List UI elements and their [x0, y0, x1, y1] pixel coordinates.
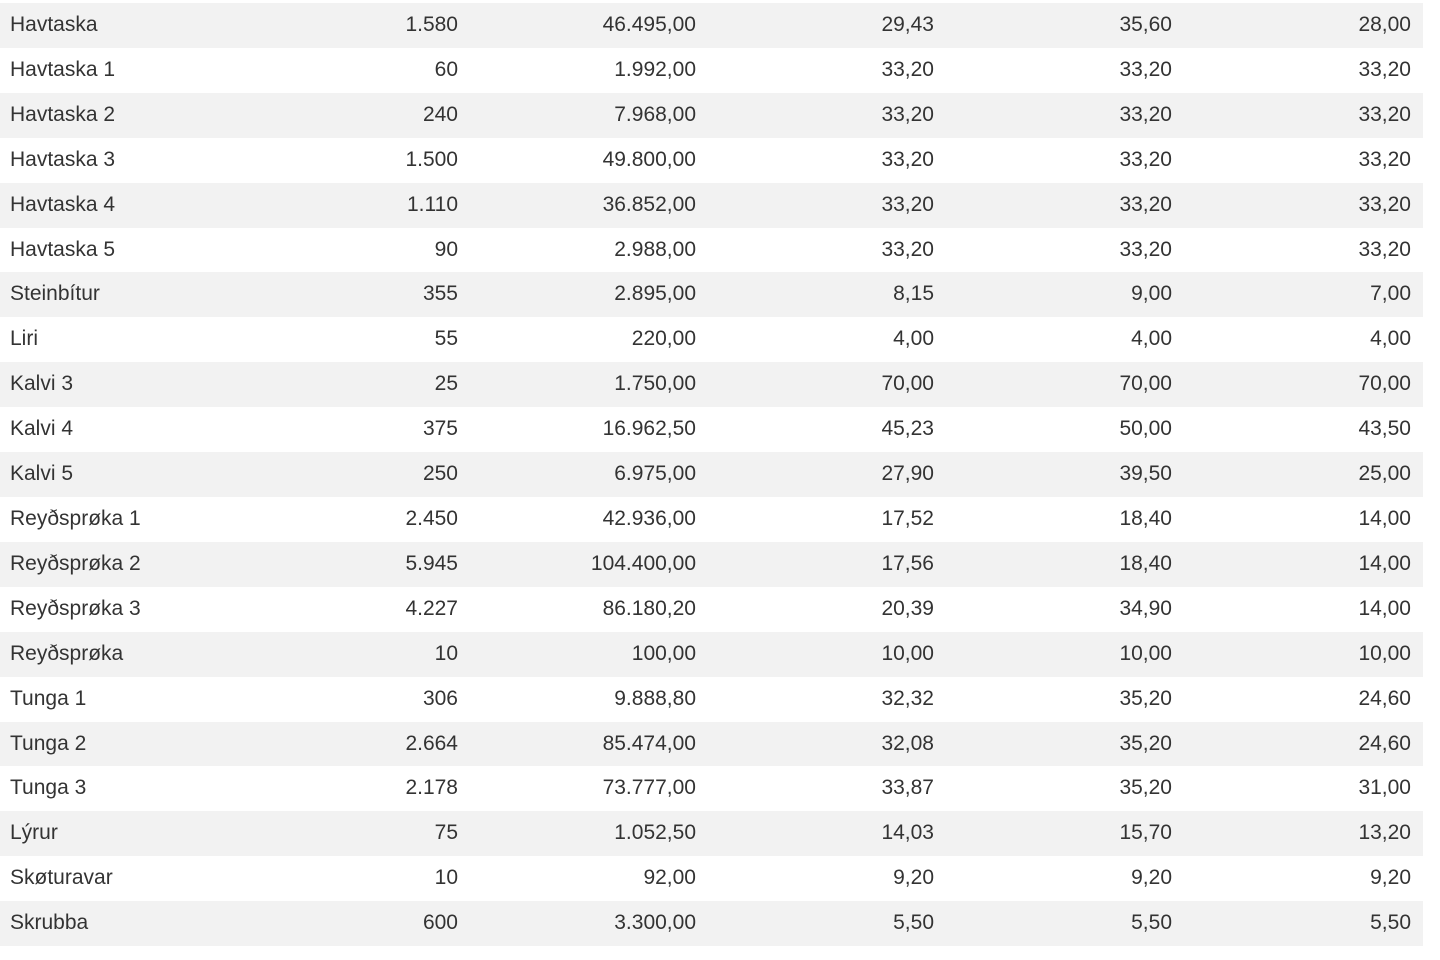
- max-price-cell: 5,50: [946, 901, 1184, 946]
- value-cell: 46.495,00: [470, 3, 708, 48]
- table-row: [0, 497, 1423, 542]
- value-cell: 220,00: [470, 317, 708, 362]
- min-price-cell: 5,50: [1184, 901, 1423, 946]
- value-cell: 73.777,00: [470, 766, 708, 811]
- max-price-cell: 33,20: [946, 93, 1184, 138]
- max-price-cell: 33,20: [946, 138, 1184, 183]
- max-price-cell: 35,20: [946, 677, 1184, 722]
- table-row: [0, 677, 1423, 722]
- table-row: [0, 452, 1423, 497]
- species-name-cell: Havtaska 4: [0, 183, 300, 228]
- species-name-cell: Reyðsprøka 3: [0, 587, 300, 632]
- value-cell: 42.936,00: [470, 497, 708, 542]
- table-row: [0, 228, 1423, 273]
- species-name-cell: Kalvi 4: [0, 407, 300, 452]
- value-cell: 1.992,00: [470, 48, 708, 93]
- max-price-cell: 35,20: [946, 766, 1184, 811]
- max-price-cell: 35,60: [946, 3, 1184, 48]
- value-cell: 100,00: [470, 632, 708, 677]
- species-name-cell: Lýrur: [0, 811, 300, 856]
- average-price-cell: 14,03: [708, 811, 946, 856]
- species-name-cell: Kalvi 5: [0, 452, 300, 497]
- quantity-cell: 25: [300, 362, 470, 407]
- quantity-cell: 600: [300, 901, 470, 946]
- average-price-cell: 9,20: [708, 856, 946, 901]
- table-row: [0, 48, 1423, 93]
- average-price-cell: 8,15: [708, 272, 946, 317]
- quantity-cell: 2.450: [300, 497, 470, 542]
- species-name-cell: Tunga 1: [0, 677, 300, 722]
- species-name-cell: Havtaska 5: [0, 228, 300, 273]
- quantity-cell: 306: [300, 677, 470, 722]
- quantity-cell: 375: [300, 407, 470, 452]
- min-price-cell: 25,00: [1184, 452, 1423, 497]
- value-cell: 9.888,80: [470, 677, 708, 722]
- table-row: [0, 272, 1423, 317]
- average-price-cell: 33,20: [708, 93, 946, 138]
- max-price-cell: 33,20: [946, 228, 1184, 273]
- average-price-cell: 10,00: [708, 632, 946, 677]
- max-price-cell: 70,00: [946, 362, 1184, 407]
- min-price-cell: 10,00: [1184, 632, 1423, 677]
- table-row: [0, 632, 1423, 677]
- quantity-cell: 1.580: [300, 3, 470, 48]
- species-name-cell: Havtaska 3: [0, 138, 300, 183]
- value-cell: 7.968,00: [470, 93, 708, 138]
- table-row: [0, 766, 1423, 811]
- max-price-cell: 4,00: [946, 317, 1184, 362]
- price-table-container: [0, 3, 1423, 946]
- value-cell: 16.962,50: [470, 407, 708, 452]
- min-price-cell: 28,00: [1184, 3, 1423, 48]
- average-price-cell: 20,39: [708, 587, 946, 632]
- quantity-cell: 4.227: [300, 587, 470, 632]
- max-price-cell: 10,00: [946, 632, 1184, 677]
- min-price-cell: 9,20: [1184, 856, 1423, 901]
- table-row: [0, 856, 1423, 901]
- value-cell: 1.750,00: [470, 362, 708, 407]
- average-price-cell: 27,90: [708, 452, 946, 497]
- table-row: [0, 362, 1423, 407]
- quantity-cell: 10: [300, 632, 470, 677]
- min-price-cell: 31,00: [1184, 766, 1423, 811]
- min-price-cell: 70,00: [1184, 362, 1423, 407]
- species-name-cell: Kalvi 3: [0, 362, 300, 407]
- min-price-cell: 24,60: [1184, 722, 1423, 767]
- species-name-cell: Steinbítur: [0, 272, 300, 317]
- quantity-cell: 240: [300, 93, 470, 138]
- max-price-cell: 9,20: [946, 856, 1184, 901]
- min-price-cell: 14,00: [1184, 542, 1423, 587]
- average-price-cell: 33,20: [708, 48, 946, 93]
- species-name-cell: Havtaska 1: [0, 48, 300, 93]
- max-price-cell: 18,40: [946, 497, 1184, 542]
- max-price-cell: 33,20: [946, 48, 1184, 93]
- table-row: [0, 811, 1423, 856]
- max-price-cell: 35,20: [946, 722, 1184, 767]
- min-price-cell: 4,00: [1184, 317, 1423, 362]
- species-name-cell: Reyðsprøka: [0, 632, 300, 677]
- average-price-cell: 33,20: [708, 183, 946, 228]
- min-price-cell: 14,00: [1184, 497, 1423, 542]
- average-price-cell: 29,43: [708, 3, 946, 48]
- max-price-cell: 9,00: [946, 272, 1184, 317]
- average-price-cell: 17,52: [708, 497, 946, 542]
- table-row: [0, 3, 1423, 48]
- quantity-cell: 75: [300, 811, 470, 856]
- species-name-cell: Tunga 3: [0, 766, 300, 811]
- average-price-cell: 45,23: [708, 407, 946, 452]
- quantity-cell: 5.945: [300, 542, 470, 587]
- quantity-cell: 2.178: [300, 766, 470, 811]
- value-cell: 3.300,00: [470, 901, 708, 946]
- species-name-cell: Havtaska: [0, 3, 300, 48]
- table-row: [0, 587, 1423, 632]
- price-table: [0, 3, 1423, 946]
- species-name-cell: Reyðsprøka 2: [0, 542, 300, 587]
- average-price-cell: 33,20: [708, 228, 946, 273]
- species-name-cell: Skøturavar: [0, 856, 300, 901]
- value-cell: 86.180,20: [470, 587, 708, 632]
- min-price-cell: 33,20: [1184, 48, 1423, 93]
- max-price-cell: 34,90: [946, 587, 1184, 632]
- value-cell: 85.474,00: [470, 722, 708, 767]
- table-row: [0, 183, 1423, 228]
- min-price-cell: 7,00: [1184, 272, 1423, 317]
- value-cell: 1.052,50: [470, 811, 708, 856]
- min-price-cell: 14,00: [1184, 587, 1423, 632]
- average-price-cell: 32,32: [708, 677, 946, 722]
- min-price-cell: 33,20: [1184, 93, 1423, 138]
- max-price-cell: 18,40: [946, 542, 1184, 587]
- table-row: [0, 722, 1423, 767]
- table-row: [0, 93, 1423, 138]
- quantity-cell: 2.664: [300, 722, 470, 767]
- value-cell: 49.800,00: [470, 138, 708, 183]
- quantity-cell: 90: [300, 228, 470, 273]
- value-cell: 92,00: [470, 856, 708, 901]
- value-cell: 2.895,00: [470, 272, 708, 317]
- value-cell: 2.988,00: [470, 228, 708, 273]
- table-row: [0, 901, 1423, 946]
- average-price-cell: 33,20: [708, 138, 946, 183]
- value-cell: 36.852,00: [470, 183, 708, 228]
- quantity-cell: 1.500: [300, 138, 470, 183]
- min-price-cell: 33,20: [1184, 183, 1423, 228]
- average-price-cell: 32,08: [708, 722, 946, 767]
- max-price-cell: 15,70: [946, 811, 1184, 856]
- table-row: [0, 317, 1423, 362]
- species-name-cell: Reyðsprøka 1: [0, 497, 300, 542]
- value-cell: 104.400,00: [470, 542, 708, 587]
- min-price-cell: 13,20: [1184, 811, 1423, 856]
- average-price-cell: 17,56: [708, 542, 946, 587]
- quantity-cell: 10: [300, 856, 470, 901]
- quantity-cell: 250: [300, 452, 470, 497]
- species-name-cell: Tunga 2: [0, 722, 300, 767]
- min-price-cell: 43,50: [1184, 407, 1423, 452]
- value-cell: 6.975,00: [470, 452, 708, 497]
- quantity-cell: 60: [300, 48, 470, 93]
- max-price-cell: 33,20: [946, 183, 1184, 228]
- table-row: [0, 542, 1423, 587]
- min-price-cell: 33,20: [1184, 228, 1423, 273]
- species-name-cell: Havtaska 2: [0, 93, 300, 138]
- max-price-cell: 50,00: [946, 407, 1184, 452]
- table-row: [0, 407, 1423, 452]
- average-price-cell: 33,87: [708, 766, 946, 811]
- quantity-cell: 1.110: [300, 183, 470, 228]
- min-price-cell: 33,20: [1184, 138, 1423, 183]
- price-table-body: [0, 3, 1423, 946]
- species-name-cell: Skrubba: [0, 901, 300, 946]
- max-price-cell: 39,50: [946, 452, 1184, 497]
- quantity-cell: 355: [300, 272, 470, 317]
- min-price-cell: 24,60: [1184, 677, 1423, 722]
- table-row: [0, 138, 1423, 183]
- average-price-cell: 4,00: [708, 317, 946, 362]
- average-price-cell: 5,50: [708, 901, 946, 946]
- quantity-cell: 55: [300, 317, 470, 362]
- species-name-cell: Liri: [0, 317, 300, 362]
- average-price-cell: 70,00: [708, 362, 946, 407]
